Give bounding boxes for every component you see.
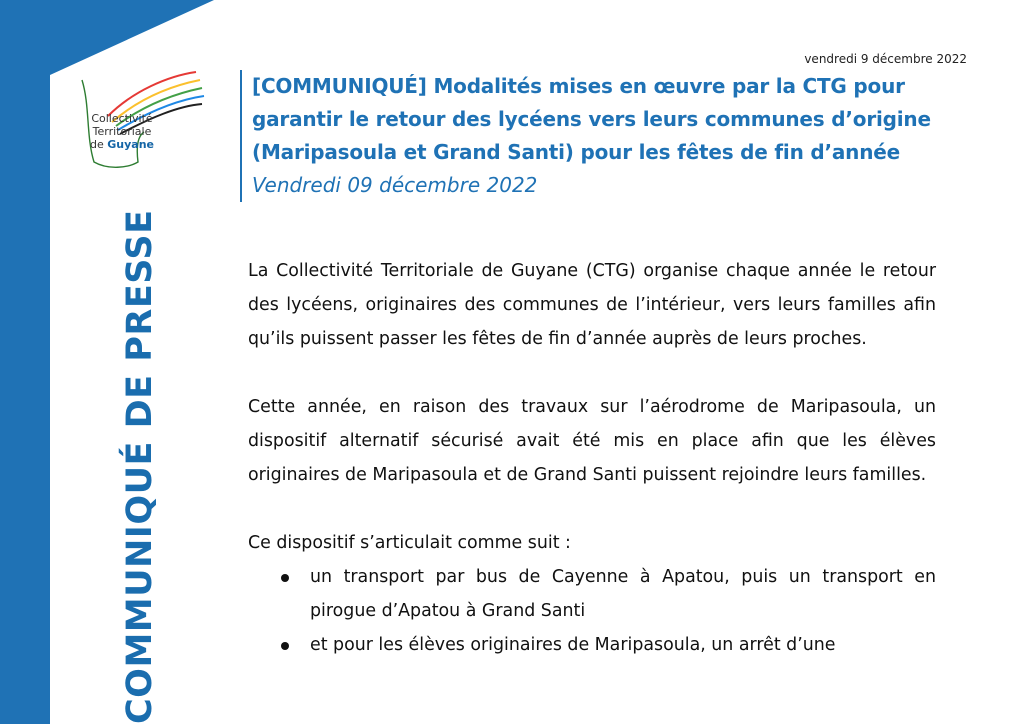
header-date: vendredi 9 décembre 2022 (804, 52, 967, 66)
title-line-1: [COMMUNIQUÉ] Modalités mises en œuvre par la CTG pour (252, 74, 905, 98)
subtitle-date: Vendredi 09 décembre 2022 (252, 173, 538, 197)
logo-line1: Collectivité (91, 112, 153, 125)
vertical-title: COMMUNIQUÉ DE PRESSE (120, 209, 160, 724)
logo-line3 (82, 138, 162, 151)
bullet-dot-icon (281, 574, 289, 582)
list-item (248, 560, 936, 628)
logo-line2: Territoriale (92, 125, 152, 138)
body-text (248, 254, 936, 662)
paragraph-2: Cette année, en raison des travaux sur l’aérodrome de Maripasoula, un dispositif alternatif sécurisé avait été mis en place afin que les élèves originaires de Maripasoula et de Grand Santi puissent rejoindre leurs familles. (248, 397, 936, 485)
bullet-dot-icon (281, 642, 289, 650)
list-item-text: et pour les élèves originaires de Maripasoula, un arrêt d’une (310, 635, 836, 655)
logo-line3-bold: Guyane (107, 138, 154, 151)
title-line-3: (Maripasoula et Grand Santi) pour les fêtes de fin d’année (252, 140, 900, 164)
list-item (248, 628, 936, 662)
bullet-list (248, 560, 936, 662)
title-line-2: garantir le retour des lycéens vers leurs communes d’origine (252, 107, 931, 131)
logo-text (82, 112, 162, 151)
list-item-text: un transport par bus de Cayenne à Apatou, puis un transport en pirogue d’Apatou à Grand Santi (310, 567, 936, 621)
logo-line3-prefix: de (90, 138, 108, 151)
paragraph-1: La Collectivité Territoriale de Guyane (CTG) organise chaque année le retour des lycéens, originaires des communes de l’intérieur, vers leurs familles afin qu’ils puissent passer les fêtes de fin d’année auprès de leurs proches. (248, 261, 936, 349)
title-block (240, 70, 970, 202)
list-intro: Ce dispositif s’articulait comme suit : (248, 533, 571, 553)
